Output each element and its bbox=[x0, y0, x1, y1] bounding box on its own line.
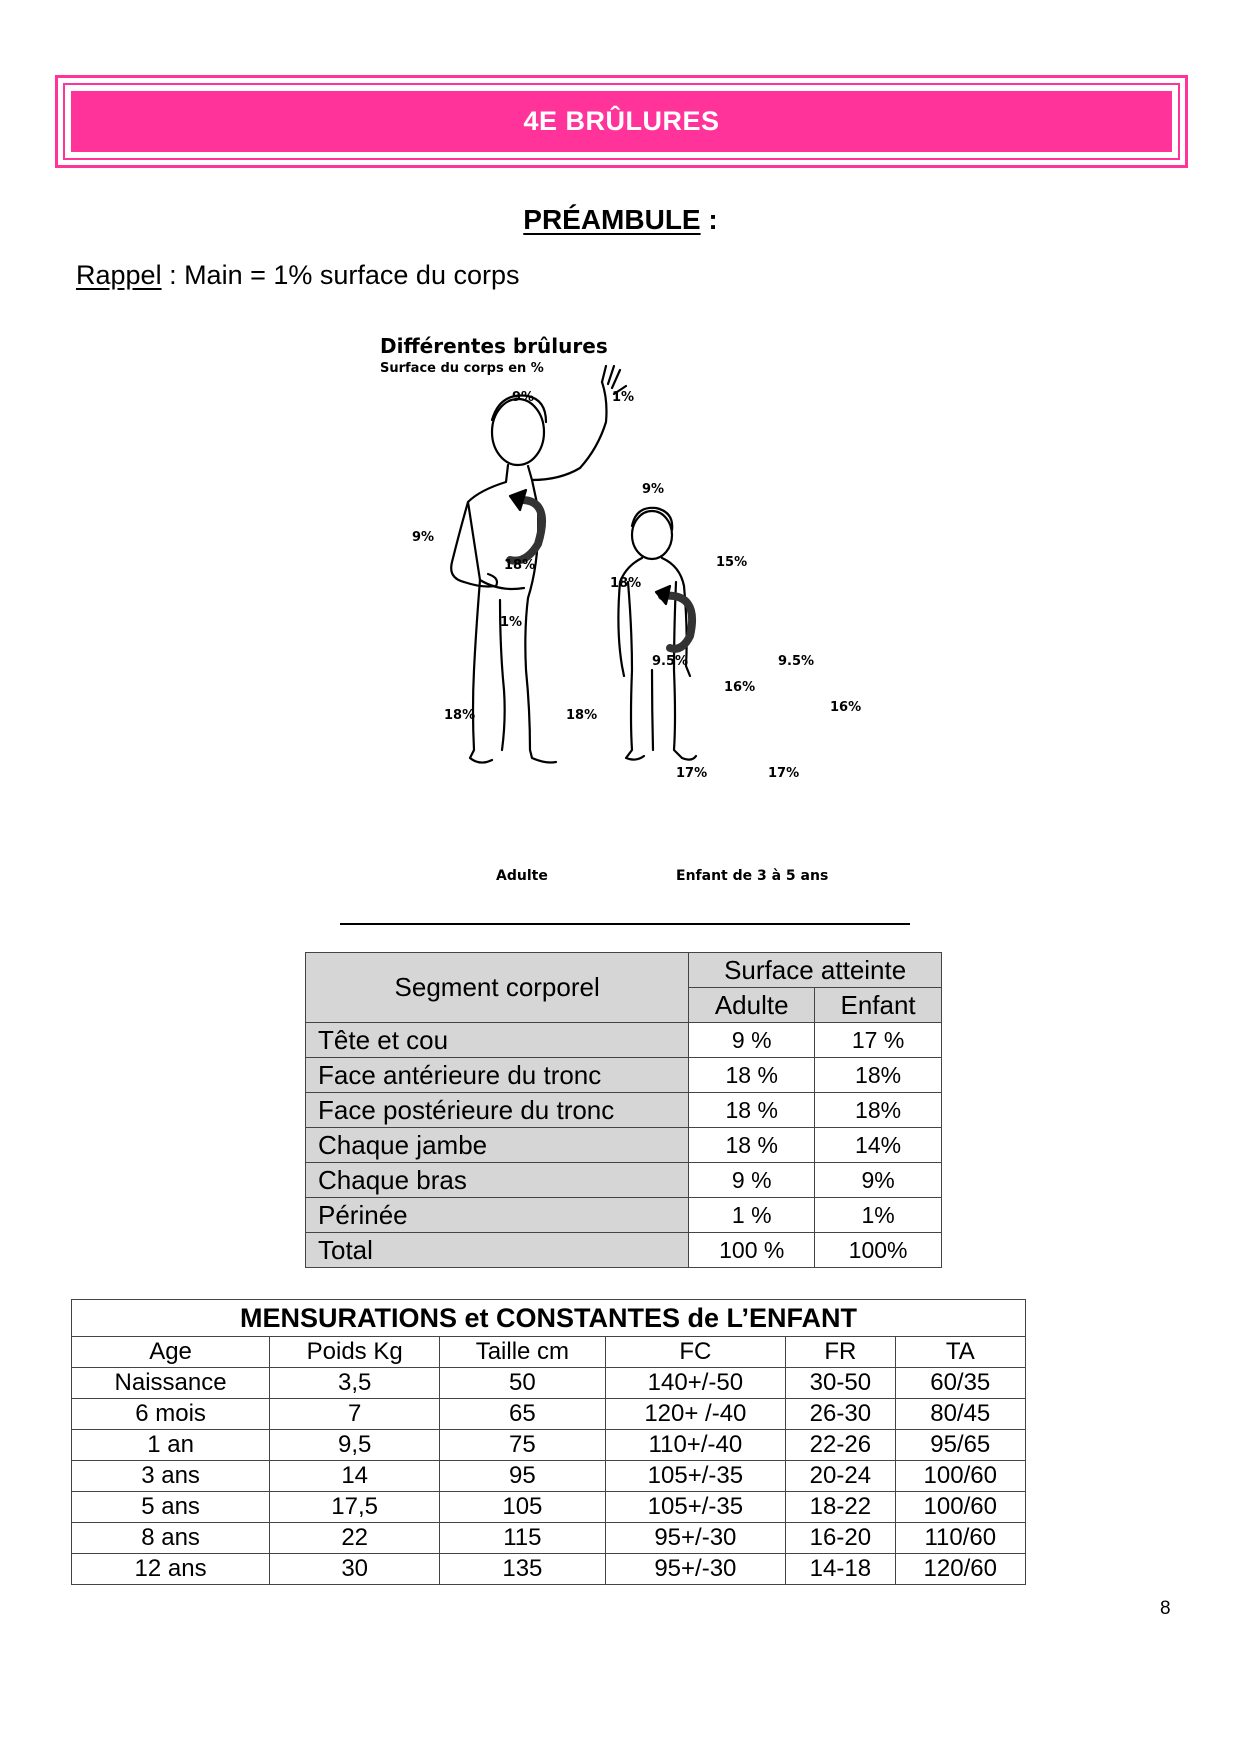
child-front-trunk-pct: 16% bbox=[724, 680, 756, 695]
segment-cell: Chaque bras bbox=[306, 1163, 689, 1198]
segment-cell: Face antérieure du tronc bbox=[306, 1058, 689, 1093]
preamble-colon: : bbox=[700, 204, 718, 235]
child-cell: 14% bbox=[815, 1128, 942, 1163]
table-row bbox=[306, 1198, 942, 1233]
child-left-leg-pct: 17% bbox=[676, 766, 708, 781]
table-row bbox=[306, 1128, 942, 1163]
segment-cell: Face postérieure du tronc bbox=[306, 1093, 689, 1128]
preamble-title: PRÉAMBULE bbox=[523, 204, 701, 235]
header-height: Taille cm bbox=[440, 1337, 605, 1368]
adult-arrow-head bbox=[510, 490, 526, 510]
rappel-text: : Main = 1% surface du corps bbox=[161, 260, 520, 290]
header-fc: FC bbox=[605, 1337, 786, 1368]
cell-fr: 26-30 bbox=[786, 1399, 895, 1430]
page-title: 4E BRÛLURES bbox=[523, 106, 720, 136]
cell-ta: 120/60 bbox=[895, 1554, 1025, 1585]
table-row bbox=[306, 1233, 942, 1268]
adult-cell: 1 % bbox=[689, 1198, 815, 1233]
table-row bbox=[306, 1163, 942, 1198]
banner-frame bbox=[63, 83, 1180, 160]
child-cell: 17 % bbox=[815, 1023, 942, 1058]
header-fr: FR bbox=[786, 1337, 895, 1368]
rappel-label: Rappel bbox=[76, 260, 162, 290]
page-number: 8 bbox=[1160, 1598, 1171, 1619]
header-adult: Adulte bbox=[689, 988, 815, 1023]
cell-ta: 100/60 bbox=[895, 1492, 1025, 1523]
child-cell: 100% bbox=[815, 1233, 942, 1268]
adult-hand-pct: 1% bbox=[612, 390, 635, 405]
adult-head-pct: 9% bbox=[512, 390, 535, 405]
adult-cell: 18 % bbox=[689, 1093, 815, 1128]
table-row bbox=[72, 1430, 1026, 1461]
burn-surface-figure bbox=[370, 330, 890, 900]
cell-age: 12 ans bbox=[72, 1554, 270, 1585]
cell-weight: 14 bbox=[270, 1461, 440, 1492]
cell-weight: 30 bbox=[270, 1554, 440, 1585]
cell-weight: 17,5 bbox=[270, 1492, 440, 1523]
cell-age: 5 ans bbox=[72, 1492, 270, 1523]
cell-fc: 95+/-30 bbox=[605, 1554, 786, 1585]
child-right-leg-pct: 17% bbox=[768, 766, 800, 781]
adult-cell: 9 % bbox=[689, 1163, 815, 1198]
body-surface-table bbox=[305, 952, 942, 1268]
cell-age: 8 ans bbox=[72, 1523, 270, 1554]
cell-fr: 22-26 bbox=[786, 1430, 895, 1461]
cell-age: 3 ans bbox=[72, 1461, 270, 1492]
header-surface: Surface atteinte bbox=[689, 953, 942, 988]
cell-fc: 110+/-40 bbox=[605, 1430, 786, 1461]
rappel-line bbox=[76, 260, 519, 291]
figure-title: Différentes brûlures bbox=[380, 334, 608, 358]
header-weight: Poids Kg bbox=[270, 1337, 440, 1368]
cell-fc: 105+/-35 bbox=[605, 1492, 786, 1523]
adult-figure-outline bbox=[451, 366, 626, 763]
adult-cell: 18 % bbox=[689, 1128, 815, 1163]
segment-cell: Total bbox=[306, 1233, 689, 1268]
cell-weight: 9,5 bbox=[270, 1430, 440, 1461]
cell-weight: 7 bbox=[270, 1399, 440, 1430]
child-right-arm-pct: 9.5% bbox=[778, 654, 815, 669]
mensurations-title: MENSURATIONS et CONSTANTES de L’ENFANT bbox=[72, 1300, 1026, 1337]
cell-height: 135 bbox=[440, 1554, 605, 1585]
table-row bbox=[72, 1523, 1026, 1554]
table-row bbox=[72, 1368, 1026, 1399]
header-ta: TA bbox=[895, 1337, 1025, 1368]
child-caption: Enfant de 3 à 5 ans bbox=[676, 868, 829, 884]
child-cell: 9% bbox=[815, 1163, 942, 1198]
preamble-heading bbox=[0, 204, 1241, 236]
body-outlines-illustration bbox=[370, 330, 890, 900]
cell-height: 75 bbox=[440, 1430, 605, 1461]
cell-ta: 100/60 bbox=[895, 1461, 1025, 1492]
table-row bbox=[306, 1058, 942, 1093]
cell-ta: 110/60 bbox=[895, 1523, 1025, 1554]
mensurations-title-row bbox=[72, 1300, 1026, 1337]
adult-perineum-pct: 1% bbox=[500, 615, 523, 630]
segment-cell: Tête et cou bbox=[306, 1023, 689, 1058]
adult-left-arm-pct: 9% bbox=[412, 530, 435, 545]
cell-fr: 20-24 bbox=[786, 1461, 895, 1492]
segment-cell: Chaque jambe bbox=[306, 1128, 689, 1163]
child-back-trunk-pct: 16% bbox=[830, 700, 862, 715]
cell-height: 50 bbox=[440, 1368, 605, 1399]
child-arrow-head bbox=[656, 586, 670, 604]
cell-height: 115 bbox=[440, 1523, 605, 1554]
child-cell: 18% bbox=[815, 1093, 942, 1128]
adult-cell: 100 % bbox=[689, 1233, 815, 1268]
table-row bbox=[72, 1399, 1026, 1430]
cell-ta: 80/45 bbox=[895, 1399, 1025, 1430]
adult-cell: 18 % bbox=[689, 1058, 815, 1093]
cell-height: 95 bbox=[440, 1461, 605, 1492]
title-banner bbox=[55, 75, 1188, 168]
table-row bbox=[72, 1461, 1026, 1492]
cell-ta: 60/35 bbox=[895, 1368, 1025, 1399]
cell-ta: 95/65 bbox=[895, 1430, 1025, 1461]
adult-right-leg-pct: 18% bbox=[566, 708, 598, 723]
child-figure-outline bbox=[618, 508, 696, 760]
adult-left-leg-pct: 18% bbox=[444, 708, 476, 723]
table-row bbox=[306, 1023, 942, 1058]
adult-cell: 9 % bbox=[689, 1023, 815, 1058]
cell-age: 1 an bbox=[72, 1430, 270, 1461]
cell-fr: 18-22 bbox=[786, 1492, 895, 1523]
adult-caption: Adulte bbox=[496, 868, 548, 884]
header-child: Enfant bbox=[815, 988, 942, 1023]
header-age: Age bbox=[72, 1337, 270, 1368]
cell-height: 105 bbox=[440, 1492, 605, 1523]
child-left-arm-pct: 9.5% bbox=[652, 654, 689, 669]
section-divider bbox=[340, 923, 910, 925]
banner-fill bbox=[71, 91, 1172, 152]
cell-fc: 105+/-35 bbox=[605, 1461, 786, 1492]
table-header-row bbox=[306, 953, 942, 988]
cell-weight: 3,5 bbox=[270, 1368, 440, 1399]
child-cell: 18% bbox=[815, 1058, 942, 1093]
adult-back-trunk-pct: 18% bbox=[610, 576, 642, 591]
cell-age: Naissance bbox=[72, 1368, 270, 1399]
table-row bbox=[72, 1554, 1026, 1585]
cell-fc: 140+/-50 bbox=[605, 1368, 786, 1399]
cell-age: 6 mois bbox=[72, 1399, 270, 1430]
cell-height: 65 bbox=[440, 1399, 605, 1430]
figure-subtitle: Surface du corps en % bbox=[380, 361, 544, 376]
mensurations-header-row bbox=[72, 1337, 1026, 1368]
adult-front-trunk-pct: 18% bbox=[504, 558, 536, 573]
table-row bbox=[306, 1093, 942, 1128]
cell-fc: 95+/-30 bbox=[605, 1523, 786, 1554]
table-row bbox=[72, 1492, 1026, 1523]
adult-right-arm-pct: 9% bbox=[642, 482, 665, 497]
header-segment: Segment corporel bbox=[306, 953, 689, 1023]
child-head-pct: 15% bbox=[716, 555, 748, 570]
segment-cell: Périnée bbox=[306, 1198, 689, 1233]
child-cell: 1% bbox=[815, 1198, 942, 1233]
cell-fc: 120+ /-40 bbox=[605, 1399, 786, 1430]
cell-fr: 14-18 bbox=[786, 1554, 895, 1585]
cell-fr: 16-20 bbox=[786, 1523, 895, 1554]
cell-fr: 30-50 bbox=[786, 1368, 895, 1399]
mensurations-table bbox=[71, 1299, 1026, 1585]
adult-rotation-arrow bbox=[510, 500, 542, 561]
cell-weight: 22 bbox=[270, 1523, 440, 1554]
